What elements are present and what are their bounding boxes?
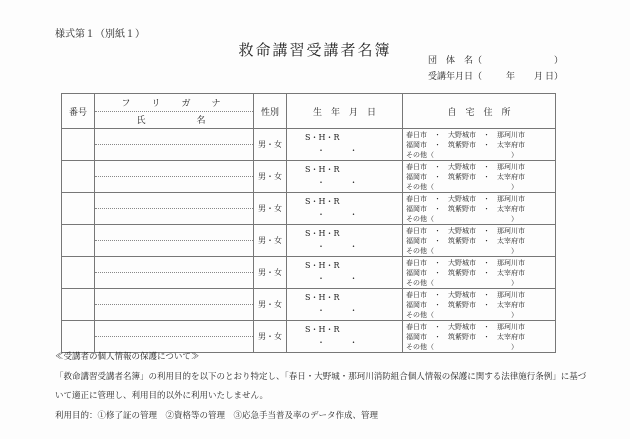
address-other: その他（ ） bbox=[406, 246, 518, 255]
birthdate-cell[interactable] bbox=[287, 225, 403, 257]
address-options-2: 福岡市 ・ 筑紫野市 ・ 太宰府市 bbox=[406, 140, 525, 149]
gender-select[interactable]: 男・女 bbox=[254, 321, 287, 353]
address-other: その他（ ） bbox=[406, 310, 518, 319]
address-options-1: 春日市 ・ 大野城市 ・ 那珂川市 bbox=[406, 194, 525, 203]
header-number: 番号 bbox=[62, 94, 95, 129]
address-other: その他（ ） bbox=[406, 182, 518, 191]
birthdate-cell[interactable] bbox=[287, 129, 403, 161]
address-options-2: 福岡市 ・ 筑紫野市 ・ 太宰府市 bbox=[406, 268, 525, 277]
notice-purpose: 利用目的：①修了証の管理 ②資格等の管理 ③応急手当普及率のデータ作成、管理 bbox=[55, 410, 379, 421]
privacy-notice bbox=[55, 348, 586, 426]
address-cell[interactable] bbox=[403, 193, 556, 225]
header-address: 自 宅 住 所 bbox=[403, 94, 556, 129]
name-input[interactable] bbox=[95, 305, 253, 320]
furigana-input[interactable] bbox=[95, 289, 253, 305]
name-cell[interactable] bbox=[95, 161, 254, 193]
attendee-table bbox=[61, 93, 556, 353]
name-input[interactable] bbox=[95, 177, 253, 192]
address-options-1: 春日市 ・ 大野城市 ・ 那珂川市 bbox=[406, 130, 525, 139]
birthdate-cell[interactable] bbox=[287, 161, 403, 193]
gender-select[interactable]: 男・女 bbox=[254, 289, 287, 321]
table-row bbox=[62, 161, 556, 193]
era-options: S・H・R bbox=[305, 324, 340, 334]
address-cell[interactable] bbox=[403, 289, 556, 321]
address-options-2: 福岡市 ・ 筑紫野市 ・ 太宰府市 bbox=[406, 300, 525, 309]
era-options: S・H・R bbox=[305, 228, 340, 238]
date-separators: ・ ・ bbox=[317, 145, 358, 155]
form-id: 様式第１（別紙１） bbox=[55, 29, 145, 40]
furigana-input[interactable] bbox=[95, 225, 253, 241]
year-label: 年 bbox=[506, 72, 516, 82]
header-birthdate: 生 年 月 日 bbox=[287, 94, 403, 129]
header-name bbox=[95, 94, 254, 129]
month-label: 月 bbox=[534, 72, 544, 82]
number-cell[interactable] bbox=[62, 129, 95, 161]
date-label: 受講年月日（ bbox=[428, 72, 483, 82]
address-options-2: 福岡市 ・ 筑紫野市 ・ 太宰府市 bbox=[406, 332, 525, 341]
gender-select[interactable]: 男・女 bbox=[254, 193, 287, 225]
gender-select[interactable]: 男・女 bbox=[254, 257, 287, 289]
furigana-input[interactable] bbox=[95, 193, 253, 209]
date-separators: ・ ・ bbox=[317, 273, 358, 283]
birthdate-cell[interactable] bbox=[287, 193, 403, 225]
table-row bbox=[62, 289, 556, 321]
furigana-input[interactable] bbox=[95, 129, 253, 145]
header-gender: 性別 bbox=[254, 94, 287, 129]
address-options-1: 春日市 ・ 大野城市 ・ 那珂川市 bbox=[406, 290, 525, 299]
gender-select[interactable]: 男・女 bbox=[254, 161, 287, 193]
table-header bbox=[62, 94, 556, 129]
table-row bbox=[62, 257, 556, 289]
era-options: S・H・R bbox=[305, 196, 340, 206]
name-cell[interactable] bbox=[95, 193, 254, 225]
address-options-1: 春日市 ・ 大野城市 ・ 那珂川市 bbox=[406, 226, 525, 235]
number-cell[interactable] bbox=[62, 161, 95, 193]
date-separators: ・ ・ bbox=[317, 241, 358, 251]
address-cell[interactable] bbox=[403, 129, 556, 161]
date-separators: ・ ・ bbox=[317, 337, 358, 347]
era-options: S・H・R bbox=[305, 260, 340, 270]
name-input[interactable] bbox=[95, 209, 253, 224]
name-input[interactable] bbox=[95, 273, 253, 288]
course-date-field[interactable] bbox=[428, 69, 563, 82]
table-row bbox=[62, 193, 556, 225]
number-cell[interactable] bbox=[62, 193, 95, 225]
furigana-input[interactable] bbox=[95, 257, 253, 273]
name-cell[interactable] bbox=[95, 257, 254, 289]
address-options-2: 福岡市 ・ 筑紫野市 ・ 太宰府市 bbox=[406, 236, 525, 245]
table-row bbox=[62, 225, 556, 257]
number-cell[interactable] bbox=[62, 289, 95, 321]
address-options-1: 春日市 ・ 大野城市 ・ 那珂川市 bbox=[406, 258, 525, 267]
address-other: その他（ ） bbox=[406, 278, 518, 287]
furigana-input[interactable] bbox=[95, 161, 253, 177]
notice-heading: ≪受講者の個人情報の保護について≫ bbox=[55, 352, 200, 362]
name-cell[interactable] bbox=[95, 289, 254, 321]
name-cell[interactable] bbox=[95, 129, 254, 161]
address-cell[interactable] bbox=[403, 257, 556, 289]
address-cell[interactable] bbox=[403, 161, 556, 193]
day-label: 日） bbox=[544, 72, 563, 82]
era-options: S・H・R bbox=[305, 132, 340, 142]
date-separators: ・ ・ bbox=[317, 209, 358, 219]
number-cell[interactable] bbox=[62, 257, 95, 289]
group-name-field[interactable] bbox=[428, 53, 563, 66]
address-other: その他（ ） bbox=[406, 214, 518, 223]
gender-select[interactable]: 男・女 bbox=[254, 129, 287, 161]
birthdate-cell[interactable] bbox=[287, 257, 403, 289]
furigana-input[interactable] bbox=[95, 321, 253, 337]
address-options-1: 春日市 ・ 大野城市 ・ 那珂川市 bbox=[406, 322, 525, 331]
notice-line: いて適正に管理し、利用目的以外に利用いたしません。 bbox=[55, 391, 269, 401]
name-input[interactable] bbox=[95, 145, 253, 160]
address-cell[interactable] bbox=[403, 225, 556, 257]
group-close: ） bbox=[553, 56, 563, 66]
birthdate-cell[interactable] bbox=[287, 289, 403, 321]
address-options-2: 福岡市 ・ 筑紫野市 ・ 太宰府市 bbox=[406, 172, 525, 181]
page-title: 救命講習受講者名簿 bbox=[238, 41, 392, 59]
number-cell[interactable] bbox=[62, 225, 95, 257]
table-row bbox=[62, 129, 556, 161]
group-label: 団 体 名（ bbox=[428, 56, 483, 66]
address-options-2: 福岡市 ・ 筑紫野市 ・ 太宰府市 bbox=[406, 204, 525, 213]
name-cell[interactable] bbox=[95, 225, 254, 257]
name-input[interactable] bbox=[95, 241, 253, 256]
address-options-1: 春日市 ・ 大野城市 ・ 那珂川市 bbox=[406, 162, 525, 171]
date-separators: ・ ・ bbox=[317, 305, 358, 315]
gender-select[interactable]: 男・女 bbox=[254, 225, 287, 257]
header-fullname: 氏 名 bbox=[136, 116, 212, 126]
header-furigana: フ リ ガ ナ bbox=[95, 95, 253, 112]
address-other: その他（ ） bbox=[406, 342, 518, 351]
era-options: S・H・R bbox=[305, 292, 340, 302]
address-other: その他（ ） bbox=[406, 150, 518, 159]
era-options: S・H・R bbox=[305, 164, 340, 174]
notice-line: 「救命講習受講者名簿」の利用目的を以下のとおり特定し、「春日・大野城・那珂川消防組合個人情報の保護に関する法律施行条例」に基づ bbox=[55, 371, 587, 382]
date-separators: ・ ・ bbox=[317, 177, 358, 187]
